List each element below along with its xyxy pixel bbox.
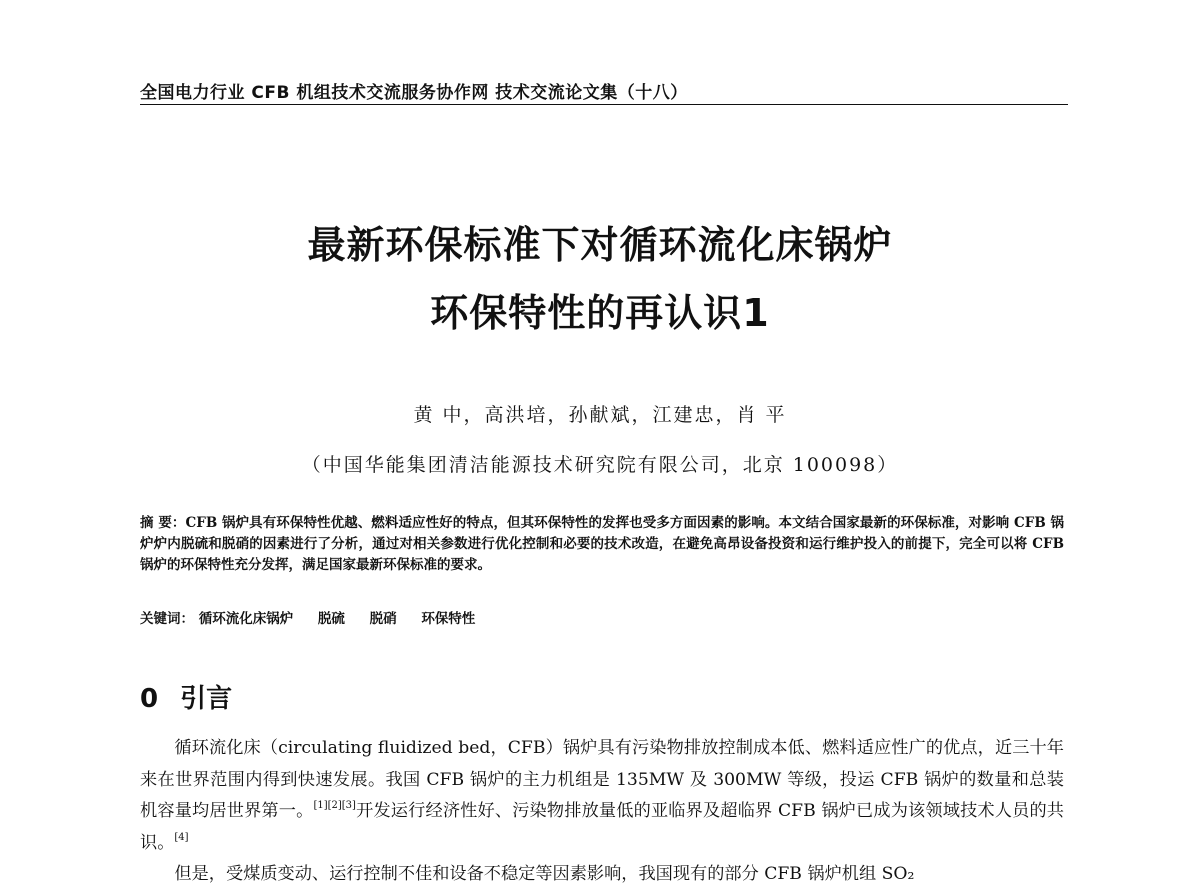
paragraph bbox=[140, 733, 1064, 859]
abstract-label: 摘 要： bbox=[140, 515, 186, 531]
abstract bbox=[140, 513, 1064, 576]
paragraph-text: 但是，受煤质变动、运行控制不佳和设备不稳定等因素影响，我国现有的部分 CFB 锅炉机组 SO₂ bbox=[174, 864, 915, 884]
paper-title-line1: 最新环保标准下对循环流化床锅炉 bbox=[307, 223, 893, 267]
paper-title-line2: 环保特性的再认识1 bbox=[430, 291, 770, 335]
affiliation: （中国华能集团清洁能源技术研究院有限公司，北京 100098） bbox=[301, 454, 899, 476]
abstract-text: CFB 锅炉具有环保特性优越、燃料适应性好的特点，但其环保特性的发挥也受多方面因素的影响。本文结合国家最新的环保标准，对影响 CFB 锅炉炉内脱硫和脱硝的因素进行了分析，通过对相关参数进行优化控制和必要的技术改造，在避免高昂设备投资和运行维护投入的前提下，完全可以将 CFB 锅炉的环保特性充分发挥，满足国家最新环保标准的要求。 bbox=[140, 515, 1065, 573]
header-rule bbox=[140, 104, 1068, 105]
section-title: 引言 bbox=[180, 684, 233, 714]
keyword-item: 脱硝 bbox=[369, 611, 397, 627]
keyword-item: 环保特性 bbox=[421, 611, 476, 627]
citation: [4] bbox=[174, 831, 189, 843]
paragraph-text: 开发运行经济性好、污染物排放量低的亚临界及超临界 CFB 锅炉已成为该领域技术人员的共识。 bbox=[140, 801, 1064, 853]
running-header: 全国电力行业 CFB 机组技术交流服务协作网 技术交流论文集（十八） bbox=[140, 83, 688, 103]
citation: [1][2][3] bbox=[313, 800, 356, 811]
authors: 黄 中，高洪培，孙献斌，江建忠，肖 平 bbox=[413, 404, 787, 426]
keywords-label: 关键词： bbox=[140, 611, 194, 627]
section-number: 0 bbox=[140, 684, 159, 714]
section-heading bbox=[140, 678, 232, 715]
keyword-item: 脱硫 bbox=[317, 611, 345, 627]
paragraph bbox=[140, 859, 1064, 891]
keyword-item: 循环流化床锅炉 bbox=[198, 611, 294, 627]
keywords bbox=[140, 607, 1064, 627]
body-text bbox=[140, 733, 1064, 891]
paragraph-text: 循环流化床（circulating fluidized bed，CFB）锅炉具有污染物排放控制成本低、燃料适应性广的优点，近三十年来在世界范围内得到快速发展。我国 CFB 锅炉的主力机组是 135MW 及 300MW 等级，投运 CFB 锅炉的数量和总装机容量均居世界第一。 bbox=[140, 738, 1064, 821]
